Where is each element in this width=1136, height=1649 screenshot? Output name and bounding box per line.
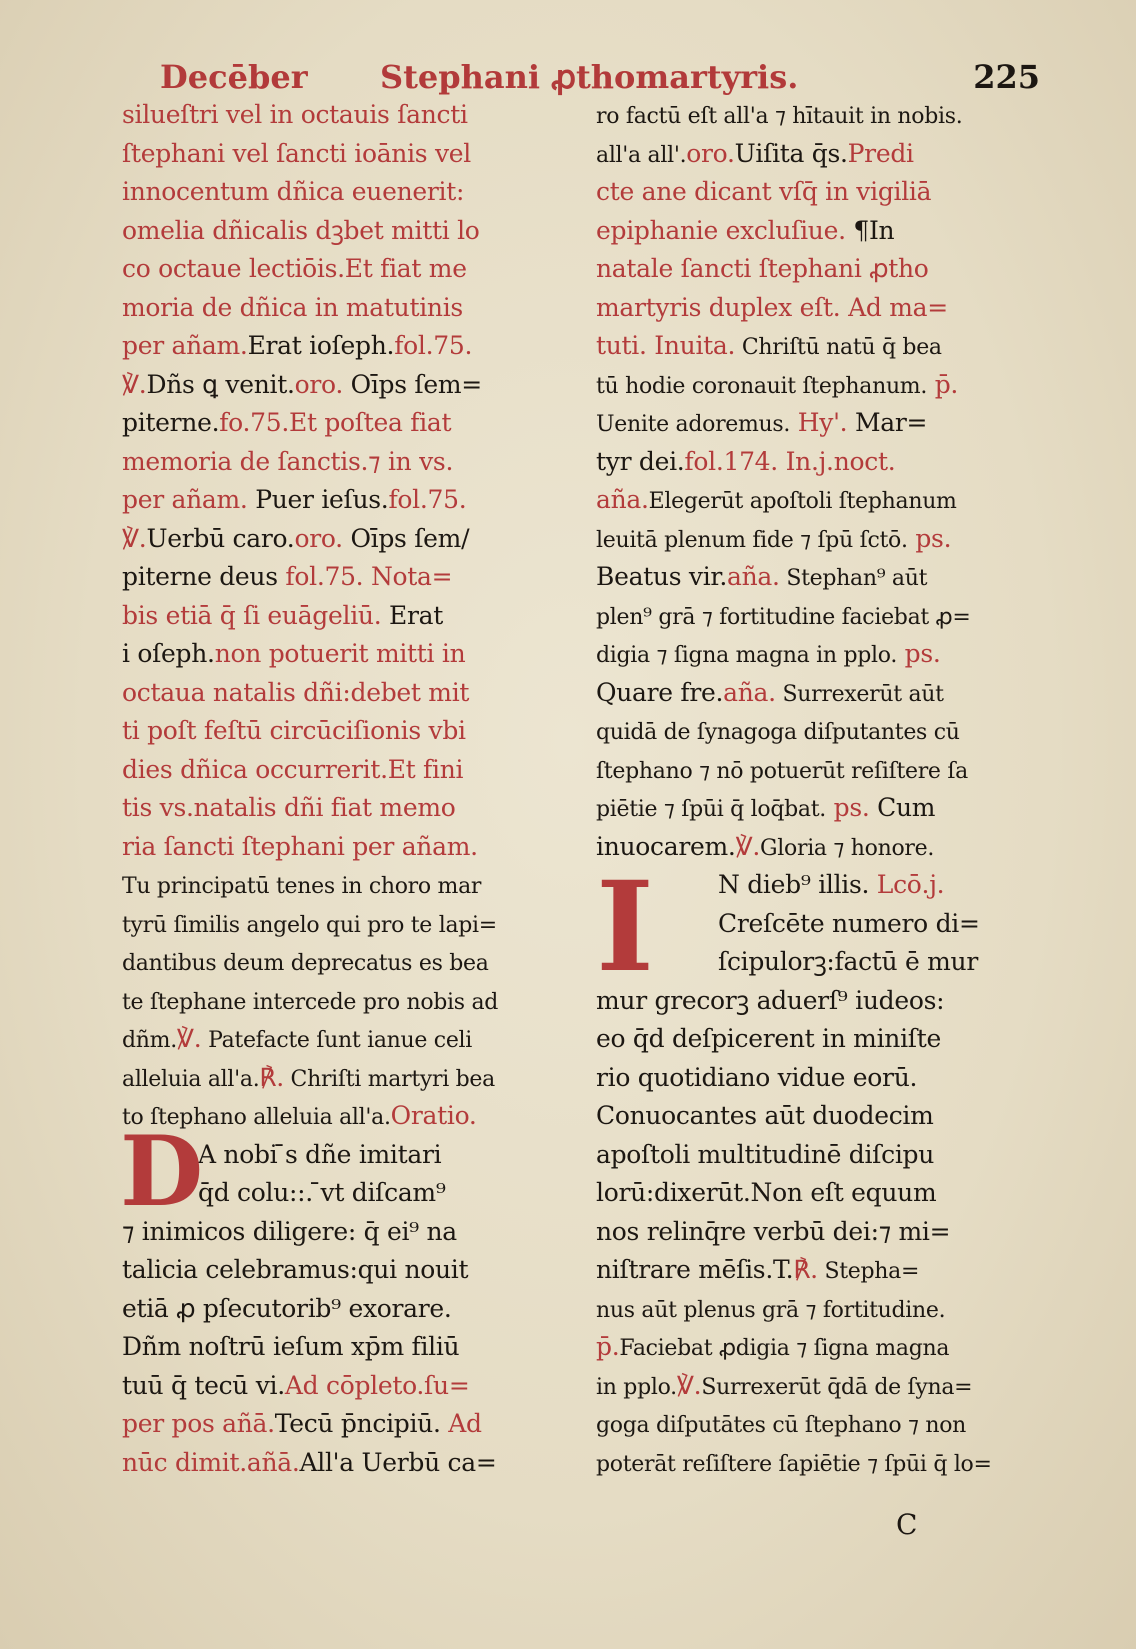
text-line [596, 1174, 1036, 1213]
rubric-text: omelia dñicalis dꝫbet mitti lo [122, 215, 480, 245]
running-header [160, 52, 1040, 102]
header-title: Stephani ꝓthomartyris. [380, 58, 799, 96]
body-text: ⁊ inimicos diligere: q̄ ei⁹ na [122, 1216, 457, 1246]
body-text: leuitā plenum fide ⁊ ſpū ſctō. [596, 527, 908, 553]
text-line [596, 250, 1036, 289]
rubric-text: octaua natalis dñi:debet mit [122, 677, 470, 707]
body-text: inuocarem. [596, 831, 736, 861]
body-text: dantibus deum deprecatus es bea [122, 951, 489, 976]
rubric-text: ℣. [176, 1024, 202, 1053]
rubric-text: per añam. [122, 331, 248, 360]
text-line [122, 366, 570, 405]
body-text: A nobi ̄s dñe imitari [198, 1139, 442, 1169]
body-text: alleluia all'a. [122, 1066, 260, 1092]
text-line [596, 481, 1036, 520]
rubric-text: ps. [825, 793, 870, 822]
body-text: piētie ⁊ ſpūi q̄ loq̄bat. [596, 797, 826, 822]
rubric-text: fol.75. Nota= [285, 562, 453, 591]
rubric-text: ℣. [676, 1370, 702, 1400]
body-text: Puer ieſus. [247, 485, 389, 514]
body-text: Uiſita q̄s. [734, 138, 848, 168]
text-line [122, 1059, 570, 1098]
text-line [122, 1020, 570, 1059]
body-text: dñm. [122, 1028, 177, 1053]
body-text: in pplo. [596, 1374, 677, 1400]
text-line [596, 558, 1036, 597]
body-text: Surrexerūt q̄dā de ſyna= [701, 1374, 973, 1400]
text-line [122, 520, 570, 559]
rubric-text: innocentum dñica euenerit: [122, 177, 465, 206]
body-text: Dñs ꝗ venit. [146, 369, 295, 399]
text-line [122, 674, 570, 713]
rubric-text: ria ſancti ſtephani per añam. [122, 831, 478, 861]
text-line [122, 1367, 570, 1406]
body-text: to ſtephano alleluia all'a. [122, 1105, 391, 1130]
text-line [122, 943, 570, 982]
body-text: Mar= [847, 408, 928, 437]
body-text: apoſtoli multitudinē diſcipu [596, 1139, 935, 1169]
text-line [596, 1136, 1036, 1175]
text-line [122, 558, 570, 597]
text-line [596, 1444, 1036, 1483]
header-month: Decēber [160, 58, 308, 96]
body-text: eo q̄d deſpicerent in miniſte [596, 1024, 941, 1053]
body-text: tū hodie coronauit ſtephanum. [596, 373, 928, 399]
body-text: piterne. [122, 408, 220, 437]
rubric-text: nūc dimit.añā. [122, 1447, 300, 1477]
body-text: Gloria ⁊ honore. [760, 835, 935, 861]
body-text: goga diſputātes cū ſtephano ⁊ non [596, 1413, 967, 1438]
rubric-text: memoria de ſanctis.⁊ in vs. [122, 446, 454, 476]
body-text: Elegerūt apoſtoli ſtephanum [648, 489, 957, 514]
body-text: nus aūt plenus grā ⁊ fortitudine. [596, 1297, 946, 1323]
rubric-text: tuti. Inuita. [596, 331, 736, 360]
decorated-initial: I [596, 855, 654, 1000]
text-line [122, 96, 570, 135]
rubric-text: cte ane dicant vſq̄ in vigiliā [596, 177, 932, 206]
rubric-text: tis vs.natalis dñi fiat memo [122, 793, 456, 822]
text-line [596, 828, 1036, 867]
body-text: Erat ioſeph. [247, 331, 395, 360]
catchword: C [896, 1508, 918, 1541]
body-text: tyrū ſimilis angelo qui pro te lapi= [122, 912, 497, 938]
body-text: Chriſti martyri bea [283, 1066, 495, 1092]
body-text: te ſtephane intercede pro nobis ad [122, 989, 499, 1015]
text-line [122, 481, 570, 520]
folio-number: 225 [973, 58, 1040, 96]
body-text: i oſeph. [122, 639, 215, 668]
rubric-text: Lcō.j. [869, 870, 945, 899]
rubric-text: co octaue lectiōis.Et fiat me [122, 254, 467, 283]
text-line [596, 1328, 1036, 1367]
text-line [122, 597, 570, 636]
rubric-text: moria de dñica in matutinis [122, 292, 463, 322]
body-text: piterne deus [122, 562, 286, 591]
text-line [122, 1444, 570, 1483]
rubric-text: natale ſancti ſtephani ꝓtho [596, 254, 929, 283]
rubric-text: aña. [723, 677, 776, 707]
text-line [596, 1020, 1036, 1059]
text-line [122, 1405, 570, 1444]
body-text: ſcipulorꝫ:factū ē mur [718, 947, 979, 976]
text-line [122, 250, 570, 289]
text-line [596, 520, 1036, 559]
rubric-text: Hy'. [790, 408, 848, 437]
body-text: mur grecorꝫ aduerſ⁹ iudeos: [596, 985, 945, 1015]
text-line [596, 443, 1036, 482]
rubric-text: ℣. [735, 831, 761, 861]
text-line [596, 173, 1036, 212]
rubric-text: epiphanie excluſiue. [596, 215, 846, 245]
text-line [596, 366, 1036, 405]
body-text: Surrexerūt aūt [775, 681, 944, 707]
text-line [596, 1251, 1036, 1290]
text-line [122, 635, 570, 674]
body-text: Oīps ſem/ [342, 523, 470, 553]
body-text: Patefacte ſunt ianue celi [201, 1028, 473, 1053]
body-text: Chriſtū natū q̄ bea [735, 335, 942, 360]
rubric-text: Oratio. [390, 1101, 477, 1130]
text-line [122, 1290, 570, 1329]
text-line [596, 943, 1036, 982]
text-line [596, 212, 1036, 251]
body-text: Uenite adoremus. [596, 412, 791, 437]
text-line [596, 404, 1036, 443]
rubric-text: aña. [726, 562, 780, 591]
rubric-text: non potuerit mitti in [214, 639, 466, 668]
body-text: Beatus vir. [596, 562, 727, 591]
body-text: N dieb⁹ illis. [718, 870, 870, 899]
rubric-text: martyris duplex eſt. Ad ma= [596, 292, 948, 322]
body-text: talicia celebramus:qui nouit [122, 1255, 469, 1284]
rubric-text: ti poſt feſtū circūciſionis vbi [122, 716, 466, 745]
body-text: plen⁹ grā ⁊ fortitudine faciebat ꝓ= [596, 604, 971, 630]
text-line [122, 212, 570, 251]
text-line [596, 674, 1036, 713]
rubric-text: fol.75. [394, 331, 473, 360]
rubric-text: per pos añā. [122, 1409, 275, 1438]
body-text: Creſcēte numero di= [718, 908, 980, 938]
body-text: ¶In [845, 215, 895, 245]
rubric-text: ℣. [122, 523, 147, 553]
rubric-text: ℣. [122, 369, 147, 399]
decorated-initial: D [120, 1114, 203, 1228]
text-line [122, 751, 570, 790]
text-line [122, 866, 570, 905]
body-text: Faciebat ꝓdigia ⁊ ſigna magna [619, 1336, 950, 1361]
left-column [122, 96, 570, 1556]
text-line [596, 982, 1036, 1021]
text-line [596, 751, 1036, 790]
text-line [122, 135, 570, 174]
body-text: digia ⁊ ſigna magna in pplo. [596, 643, 898, 668]
body-text: niſtrare mēſis. [596, 1255, 773, 1284]
text-line [122, 289, 570, 328]
text-line [596, 1097, 1036, 1136]
text-line [122, 327, 570, 366]
body-text: T. [772, 1255, 794, 1284]
body-text: all'a all'. [596, 142, 687, 168]
rubric-text: p̄. [927, 369, 959, 399]
body-text: rio quotidiano vidue eorū. [596, 1062, 918, 1092]
body-text: Cum [869, 793, 936, 822]
text-line [122, 173, 570, 212]
rubric-text: aña. [596, 485, 649, 514]
body-text: Oīps ſem= [342, 369, 482, 399]
body-text: Stephan⁹ aūt [779, 566, 928, 591]
right-column [596, 96, 1036, 1556]
text-line [596, 1213, 1036, 1252]
rubric-text: ℟. [259, 1062, 284, 1092]
body-text: All'a Uerbū ca= [299, 1447, 497, 1477]
text-line [122, 905, 570, 944]
text-line [596, 1367, 1036, 1406]
body-text: Tu principatū tenes in choro mar [122, 874, 482, 899]
rubric-text: bis etiā q̄ ſi euāgeliū. [122, 600, 382, 630]
text-line [122, 828, 570, 867]
body-text: Tecū p̄ncipiū. [274, 1409, 441, 1438]
text-line [596, 289, 1036, 328]
rubric-text: ℟. [793, 1255, 818, 1284]
body-text: etiā ꝓ pſecutorib⁹ exorare. [122, 1293, 452, 1323]
body-text: Quare fre. [596, 677, 724, 707]
body-text: lorū:dixerūt.Non eſt equum [596, 1178, 937, 1207]
rubric-text: Predi [847, 138, 914, 168]
body-text: tyr dei. [596, 446, 685, 476]
rubric-text: silueſtri vel in octauis ſancti [122, 100, 468, 129]
text-line [122, 712, 570, 751]
text-line [596, 96, 1036, 135]
body-text: Uerbū caro. [146, 523, 295, 553]
rubric-text: fol.75. [388, 485, 467, 514]
text-line [122, 982, 570, 1021]
text-line [596, 635, 1036, 674]
rubric-text: ſtephani vel ſancti ioānis vel [122, 138, 471, 168]
rubric-text: oro. [686, 138, 735, 168]
text-line [596, 327, 1036, 366]
body-text: ſtephano ⁊ nō potuerūt reſiſtere ſa [596, 758, 968, 784]
body-text: Stepha= [817, 1259, 920, 1284]
rubric-text: p̄. [596, 1332, 620, 1361]
body-text: quidā de ſynagoga diſputantes cū [596, 720, 960, 745]
rubric-text: ps. [897, 639, 941, 668]
rubric-text: fo.75.Et poſtea fiat [219, 408, 452, 437]
rubric-text: fol.174. In.j.noct. [684, 446, 896, 476]
text-line [122, 789, 570, 828]
text-line [596, 1405, 1036, 1444]
rubric-text: Ad [440, 1409, 482, 1438]
text-line [596, 905, 1036, 944]
body-text: tuū q̄ tecū vi. [122, 1370, 285, 1400]
rubric-text: ps. [907, 523, 952, 553]
body-text: Conuocantes aūt duodecim [596, 1101, 934, 1130]
body-text: ro factū eſt all'a ⁊ hītauit in nobis. [596, 104, 963, 129]
body-text: Dñm noſtrū ieſum xp̄m filiū [122, 1332, 460, 1361]
rubric-text: dies dñica occurrerit.Et fini [122, 754, 464, 784]
body-text: q̄d colu::. ̄vt diſcam⁹ [198, 1178, 446, 1207]
rubric-text: oro. [294, 523, 343, 553]
rubric-text: Ad cōpleto.ſu= [284, 1370, 470, 1400]
text-line [596, 1290, 1036, 1329]
text-line [596, 789, 1036, 828]
body-text: nos relinq̄re verbū dei:⁊ mi= [596, 1216, 951, 1246]
rubric-text: per añam. [122, 485, 248, 514]
text-line [596, 597, 1036, 636]
text-line [122, 1328, 570, 1367]
text-line [122, 404, 570, 443]
text-line [596, 1059, 1036, 1098]
text-line [122, 1251, 570, 1290]
body-text: poterāt reſiſtere ſapiētie ⁊ ſpūi q̄ lo= [596, 1451, 992, 1477]
text-line [596, 712, 1036, 751]
rubric-text: oro. [294, 369, 343, 399]
body-text: Erat [381, 600, 443, 630]
text-line [122, 443, 570, 482]
text-line [596, 135, 1036, 174]
